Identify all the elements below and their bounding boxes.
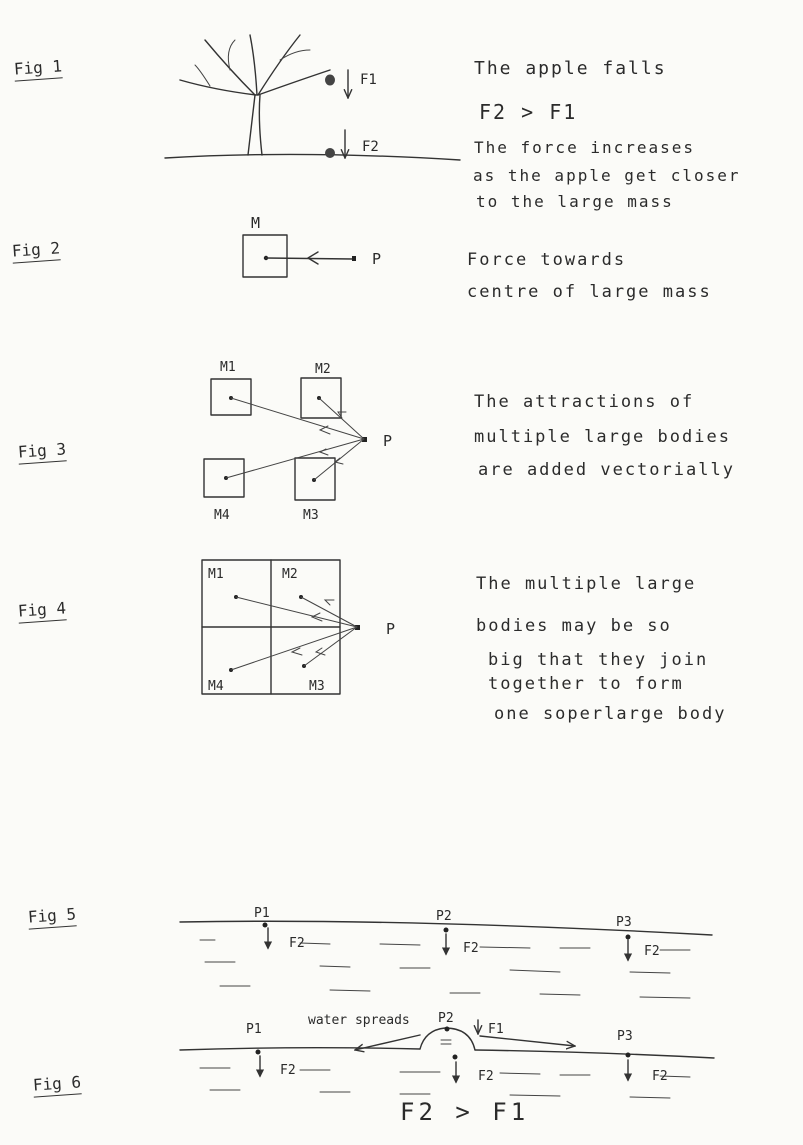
fig6-p2-label: P2 (438, 1011, 454, 1026)
fig3-note-1: The attractions of (474, 392, 695, 412)
fig1-note-2: F2 > F1 (479, 100, 578, 124)
fig4-note-5: one soperlarge body (494, 704, 727, 724)
fig5-p3-label: P3 (616, 915, 632, 930)
fig3-diagram (204, 360, 392, 523)
fig3-note-2: multiple large bodies (474, 427, 731, 447)
fig1-note-1: The apple falls (474, 58, 667, 79)
fig6-f-label-1: F2 (280, 1063, 296, 1078)
fig2-label: Fig 2 (11, 238, 61, 263)
fig1-note-4: as the apple get closer (473, 166, 741, 185)
fig2-point-label: P (372, 250, 382, 268)
fig4-note-2: bodies may be so (476, 616, 672, 636)
fig4-note-1: The multiple large (476, 574, 697, 594)
fig2-diagram (243, 214, 381, 277)
fig3-m3-label: M3 (303, 508, 319, 523)
fig6-label: Fig 6 (32, 1072, 82, 1097)
fig6-f1-label: F1 (488, 1022, 504, 1037)
fig3-m1-label: M1 (220, 360, 236, 375)
fig6-f-label-3: F2 (652, 1069, 668, 1084)
apple-high-icon (325, 75, 335, 86)
fig2-note-1: Force towards (467, 250, 627, 270)
fig6-f-label-2: F2 (478, 1069, 494, 1084)
fig3-point-label: P (383, 432, 393, 450)
fig1-label: Fig 1 (13, 56, 63, 81)
fig1-note-5: to the large mass (476, 192, 674, 211)
fig4-m2-label: M2 (282, 567, 298, 582)
fig4-point-label: P (386, 620, 396, 638)
fig5-f-label-3: F2 (644, 944, 660, 959)
fig4-label: Fig 4 (17, 598, 67, 623)
fig4-m1-label: M1 (208, 567, 224, 582)
fig6-p1-label: P1 (246, 1022, 262, 1037)
fig1-apples (325, 70, 379, 158)
fig5-p1-label: P1 (254, 906, 270, 921)
fig5-label: Fig 5 (27, 904, 77, 929)
fig2-mass-label: M (251, 214, 261, 232)
fig1-f2-label: F2 (362, 139, 379, 155)
fig3-label: Fig 3 (17, 439, 67, 464)
fig4-note-3: big that they join (488, 650, 709, 670)
fig5-f-label-1: F2 (289, 936, 305, 951)
fig6-p3-label: P3 (617, 1029, 633, 1044)
fig6-caption: water spreads (308, 1013, 410, 1028)
fig5-f-label-2: F2 (463, 941, 479, 956)
fig1-tree (165, 35, 460, 160)
fig6-conclusion: F2 > F1 (400, 1098, 530, 1126)
fig3-note-3: are added vectorially (478, 460, 735, 480)
fig5-diagram (180, 906, 712, 998)
fig2-note-2: centre of large mass (467, 282, 712, 302)
fig6-diagram (180, 1011, 714, 1098)
apple-low-icon (325, 148, 335, 158)
fig1-note-3: The force increases (474, 138, 696, 157)
fig3-m4-label: M4 (214, 508, 230, 523)
fig5-p2-label: P2 (436, 909, 452, 924)
fig4-m3-label: M3 (309, 679, 325, 694)
fig4-diagram (202, 560, 395, 694)
fig4-m4-label: M4 (208, 679, 224, 694)
fig4-note-4: together to form (488, 674, 684, 694)
fig2-mass-box (243, 235, 287, 277)
fig3-m2-label: M2 (315, 362, 331, 377)
fig1-f1-label: F1 (360, 72, 377, 88)
